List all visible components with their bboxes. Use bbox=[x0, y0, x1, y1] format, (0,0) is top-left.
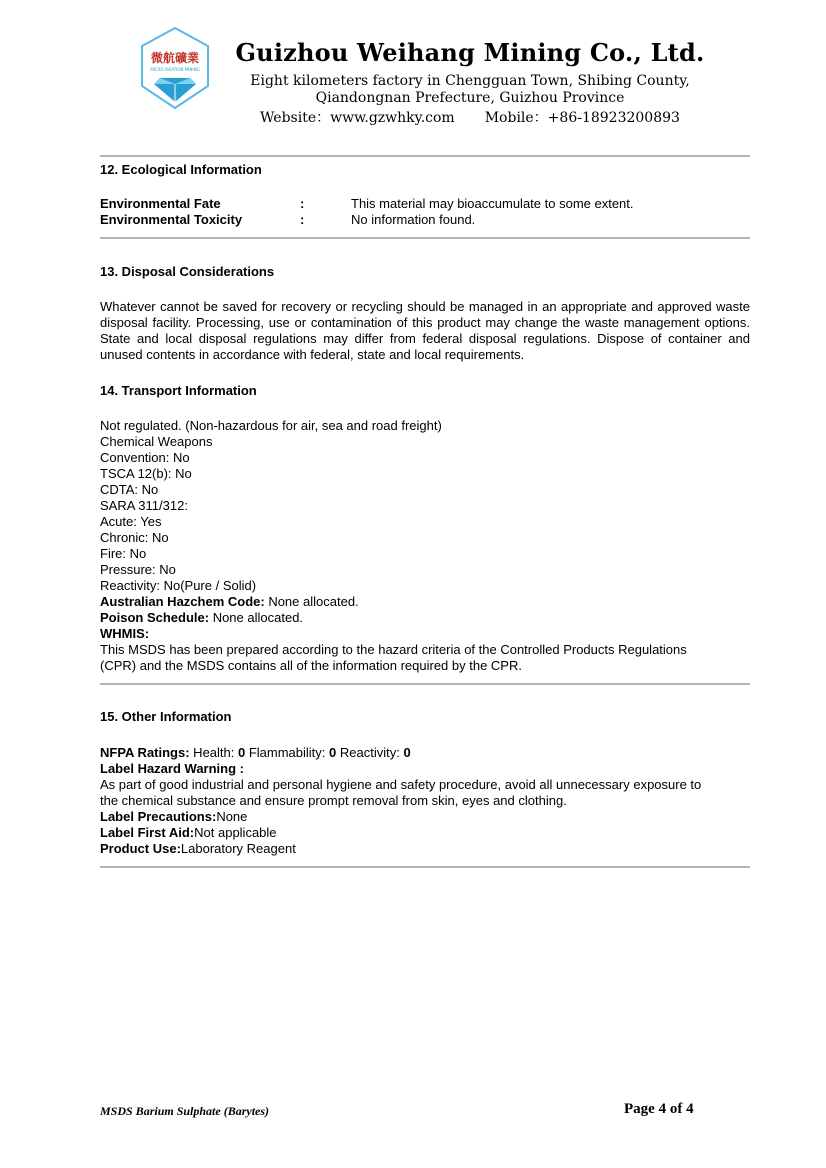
transport-line: TSCA 12(b): No bbox=[100, 466, 192, 481]
product-use-value: Laboratory Reagent bbox=[180, 841, 296, 856]
transport-line: Chronic: No bbox=[100, 530, 169, 545]
hazchem-line bbox=[100, 594, 359, 610]
transport-line: Not regulated. (Non-hazardous for air, sea and road freight) bbox=[100, 418, 442, 433]
contact-line bbox=[230, 107, 710, 127]
transport-line: Acute: Yes bbox=[100, 514, 162, 529]
row-value: No information found. bbox=[351, 212, 476, 227]
company-address-line1: Eight kilometers factory in Chengguan Town, Shibing County, bbox=[250, 73, 690, 89]
poison-value: None allocated. bbox=[209, 610, 304, 625]
transport-line: CDTA: No bbox=[100, 482, 159, 497]
logo-text: 微航礦業 bbox=[150, 51, 200, 65]
transport-line: Chemical Weapons bbox=[100, 434, 213, 449]
first-aid-line bbox=[100, 825, 277, 841]
hazchem-value: None allocated. bbox=[264, 594, 359, 609]
company-website: Website：www.gzwhky.com bbox=[260, 110, 455, 126]
transport-line: SARA 311/312: bbox=[100, 498, 188, 513]
precautions-line bbox=[100, 809, 247, 825]
nfpa-reactivity-value: 0 bbox=[403, 745, 411, 760]
company-name: Guizhou Weihang Mining Co., Ltd. bbox=[235, 38, 705, 67]
section-14-heading: 14. Transport Information bbox=[100, 383, 257, 398]
transport-line: Reactivity: No(Pure / Solid) bbox=[100, 578, 257, 593]
nfpa-health-value: 0 bbox=[237, 745, 246, 760]
whmis-text-line1: This MSDS has been prepared according to the hazard criteria of the Controlled Products Regulations bbox=[100, 642, 687, 657]
divider bbox=[100, 237, 750, 239]
poison-label: Poison Schedule: bbox=[100, 610, 210, 625]
page-number: Page 4 of 4 bbox=[624, 1101, 694, 1117]
nfpa-flammability-value: 0 bbox=[329, 745, 337, 760]
product-use-label: Product Use: bbox=[100, 841, 181, 856]
row-value: This material may bioaccumulate to some extent. bbox=[351, 196, 634, 211]
poison-line bbox=[100, 610, 303, 626]
nfpa-flammability-label: Flammability: bbox=[245, 745, 330, 760]
section-12-heading: 12. Ecological Information bbox=[100, 162, 262, 177]
logo-subtext: MICRO AVIATION MINING bbox=[150, 67, 200, 72]
whmis-label: WHMIS: bbox=[100, 626, 150, 641]
company-address-line2: Qiandongnan Prefecture, Guizhou Province bbox=[315, 90, 625, 106]
nfpa-label: NFPA Ratings: bbox=[100, 745, 190, 760]
precautions-label: Label Precautions: bbox=[100, 809, 217, 824]
row-label: Environmental Toxicity bbox=[100, 212, 243, 227]
divider bbox=[100, 866, 750, 868]
company-logo bbox=[138, 26, 212, 110]
hazard-warning-label: Label Hazard Warning : bbox=[100, 761, 244, 776]
transport-line: Convention: No bbox=[100, 450, 190, 465]
nfpa-line bbox=[100, 745, 411, 761]
transport-line: Pressure: No bbox=[100, 562, 176, 577]
hazard-warning-line1: As part of good industrial and personal hygiene and safety procedure, avoid all unnecessary exposure to bbox=[100, 777, 702, 792]
product-use-line bbox=[100, 841, 296, 857]
hazard-warning-line2: the chemical substance and ensure prompt removal from skin, eyes and clothing. bbox=[100, 793, 567, 808]
row-separator: : bbox=[300, 212, 305, 227]
transport-line: Fire: No bbox=[100, 546, 147, 561]
row-separator: : bbox=[300, 196, 305, 211]
precautions-value: None bbox=[216, 809, 248, 824]
disposal-text: Whatever cannot be saved for recovery or recycling should be managed in an appropriate and approved waste disposal facility. Processing, use or contamination of this product may change the waste management options. State and local disposal regulations may differ from federal disposal regulations. Dispose of container and unused contents in accordance with federal, state and local requirements. bbox=[100, 299, 750, 362]
nfpa-health-label: Health: bbox=[189, 745, 238, 760]
document-title: MSDS Barium Sulphate (Barytes) bbox=[100, 1104, 270, 1118]
row-label: Environmental Fate bbox=[100, 196, 221, 211]
whmis-text-line2: (CPR) and the MSDS contains all of the information required by the CPR. bbox=[100, 658, 522, 673]
section-15-heading: 15. Other Information bbox=[100, 709, 232, 724]
first-aid-value: Not applicable bbox=[194, 825, 277, 840]
first-aid-label: Label First Aid: bbox=[100, 825, 195, 840]
divider bbox=[100, 155, 750, 157]
nfpa-reactivity-label: Reactivity: bbox=[336, 745, 404, 760]
section-13-heading: 13. Disposal Considerations bbox=[100, 264, 275, 279]
hazchem-label: Australian Hazchem Code: bbox=[100, 594, 265, 609]
company-mobile: Mobile：+86-18923200893 bbox=[484, 110, 680, 126]
divider bbox=[100, 683, 750, 685]
